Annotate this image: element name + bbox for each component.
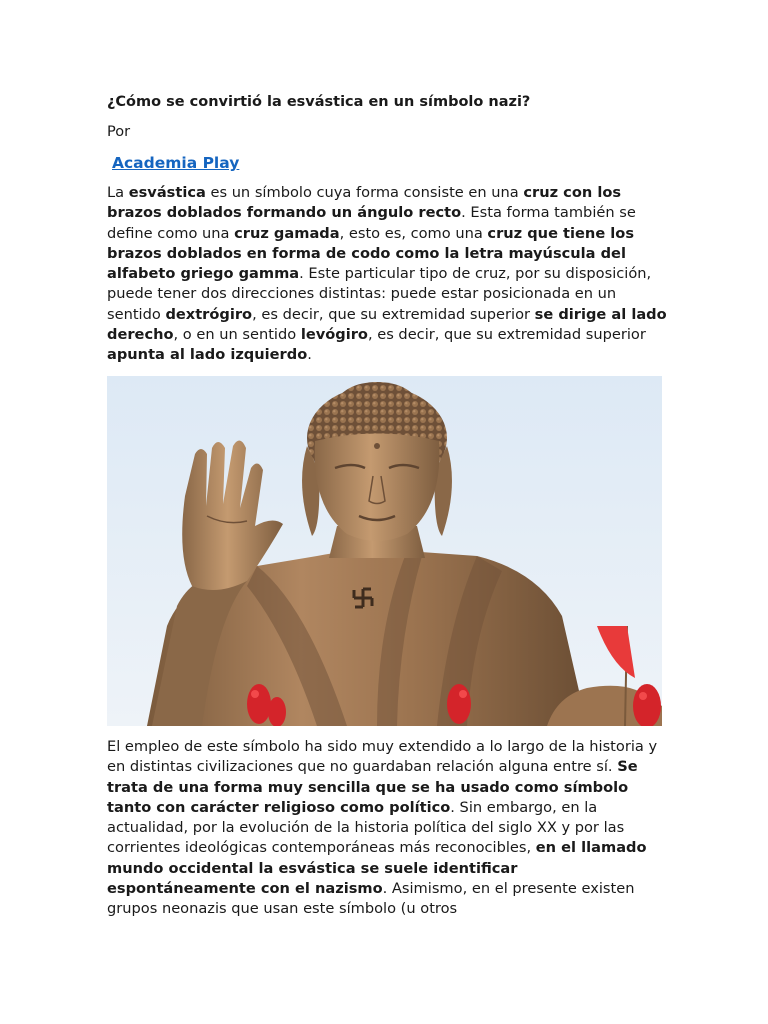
- author-link[interactable]: Academia Play: [112, 154, 240, 172]
- article-title: ¿Cómo se convirtió la esvástica en un símbolo nazi?: [107, 94, 531, 110]
- byline-label: Por: [107, 124, 131, 140]
- buddha-statue-photo: [107, 376, 662, 726]
- body-paragraph: El empleo de este símbolo ha sido muy extendido a lo largo de la historia y en distintas civilizaciones que no guardaban relación alguna entre sí. Se trata de una forma muy sencilla que se ha usado como símbolo tanto con carácter religioso como político. Sin embargo, en la actualidad, por la evolución de la historia política del siglo XX y por las corrientes ideológicas contemporáneas más reconocibles, en el llamado mundo occidental la esvástica se suele identificar espontáneamente con el nazismo. Asimismo, en el presente existen grupos neonazis que usan este símbolo (u otros: [107, 738, 658, 918]
- intro-paragraph: La esvástica es un símbolo cuya forma consiste en una cruz con los brazos doblados formando un ángulo recto. Esta forma también se define como una cruz gamada, esto es, como una cruz que tiene los brazos doblados en forma de codo como la letra mayúscula del alfabeto griego gamma. Este particular tipo de cruz, por su disposición, puede tener dos direcciones distintas: puede estar posicionada en un sentido dextrógiro, es decir, que su extremidad superior se dirige al lado derecho, o en un sentido levógiro, es decir, que su extremidad superior apunta al lado izquierdo.: [107, 184, 667, 364]
